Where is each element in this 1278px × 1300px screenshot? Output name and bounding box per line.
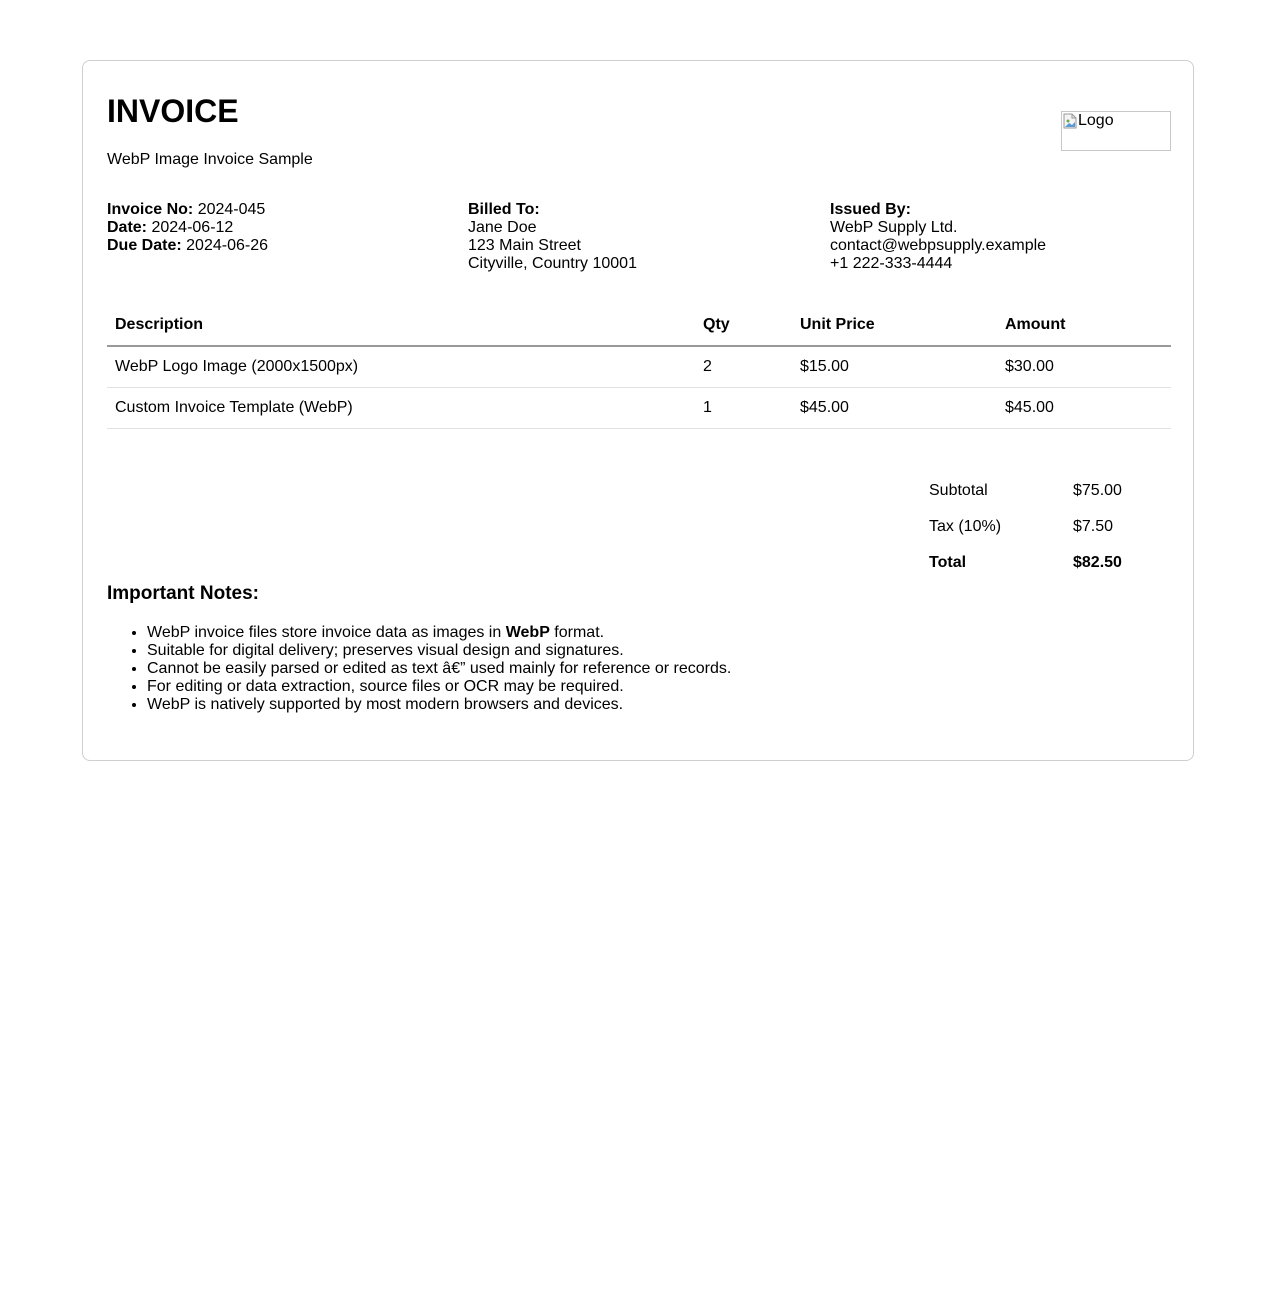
note-text: WebP is natively supported by most modern browsers and devices. [147, 696, 624, 713]
billed-to-name: Jane Doe [468, 219, 537, 236]
invoice-number-label: Invoice No: [107, 201, 194, 218]
column-header-unit-price: Unit Price [792, 305, 997, 346]
invoice-number-row [107, 201, 268, 219]
total-row [927, 545, 1135, 581]
due-date-row [107, 237, 268, 255]
total-label: Total [929, 554, 967, 571]
note-text-end: format. [549, 624, 605, 641]
invoice-subtitle: WebP Image Invoice Sample [107, 151, 313, 168]
list-item [147, 660, 731, 678]
column-header-qty: Qty [695, 305, 792, 346]
note-bold-text: WebP [505, 624, 550, 641]
item-description: Custom Invoice Template (WebP) [107, 388, 695, 429]
item-amount: $45.00 [997, 388, 1171, 429]
table-header-row [107, 305, 1171, 346]
table-row [107, 388, 1171, 429]
billed-to-label: Billed To: [468, 201, 540, 218]
list-item [147, 678, 731, 696]
invoice-date-row [107, 219, 268, 237]
notes-list [107, 624, 731, 714]
issuer-email: contact@webpsupply.example [830, 237, 1047, 254]
invoice-title: INVOICE [107, 93, 239, 129]
column-header-amount: Amount [997, 305, 1171, 346]
tax-label: Tax (10%) [929, 518, 1002, 535]
note-text: WebP invoice files store invoice data as images in [147, 624, 506, 641]
item-description: WebP Logo Image (2000x1500px) [107, 346, 695, 388]
subtotal-label: Subtotal [929, 482, 988, 499]
table-row [107, 346, 1171, 388]
subtotal-row [927, 473, 1135, 509]
item-qty: 2 [695, 346, 792, 388]
subtotal-value: $75.00 [1073, 482, 1122, 499]
totals-table [927, 473, 1135, 581]
due-date: 2024-06-26 [186, 237, 268, 254]
invoice-number: 2024-045 [197, 201, 266, 218]
billed-to [468, 201, 637, 273]
issuer-phone: +1 222-333-4444 [830, 255, 953, 272]
issued-by-label: Issued By: [830, 201, 911, 218]
line-items-table [107, 305, 1171, 429]
list-item [147, 642, 731, 660]
item-unit-price: $45.00 [792, 388, 997, 429]
note-text: For editing or data extraction, source files or OCR may be required. [147, 678, 624, 695]
billed-to-street: 123 Main Street [468, 237, 581, 254]
invoice-date-label: Date: [107, 219, 148, 236]
item-unit-price: $15.00 [792, 346, 997, 388]
list-item [147, 696, 731, 714]
tax-value: $7.50 [1073, 518, 1114, 535]
total-value: $82.50 [1073, 554, 1122, 571]
tax-row [927, 509, 1135, 545]
note-text: Suitable for digital delivery; preserves visual design and signatures. [147, 642, 624, 659]
due-date-label: Due Date: [107, 237, 182, 254]
invoice-meta [107, 201, 268, 255]
invoice-card [82, 60, 1194, 761]
issuer-company: WebP Supply Ltd. [830, 219, 958, 236]
list-item [147, 624, 731, 642]
invoice-date: 2024-06-12 [151, 219, 234, 236]
item-amount: $30.00 [997, 346, 1171, 388]
logo-image [1061, 111, 1171, 151]
broken-image-icon [1063, 113, 1077, 129]
notes-title: Important Notes: [107, 583, 259, 604]
item-qty: 1 [695, 388, 792, 429]
logo-alt-text: Logo [1078, 112, 1114, 129]
column-header-description: Description [107, 305, 695, 346]
note-text: Cannot be easily parsed or edited as text â€” used mainly for reference or records. [147, 660, 732, 677]
issued-by [830, 201, 1046, 273]
billed-to-city: Cityville, Country 10001 [468, 255, 637, 272]
